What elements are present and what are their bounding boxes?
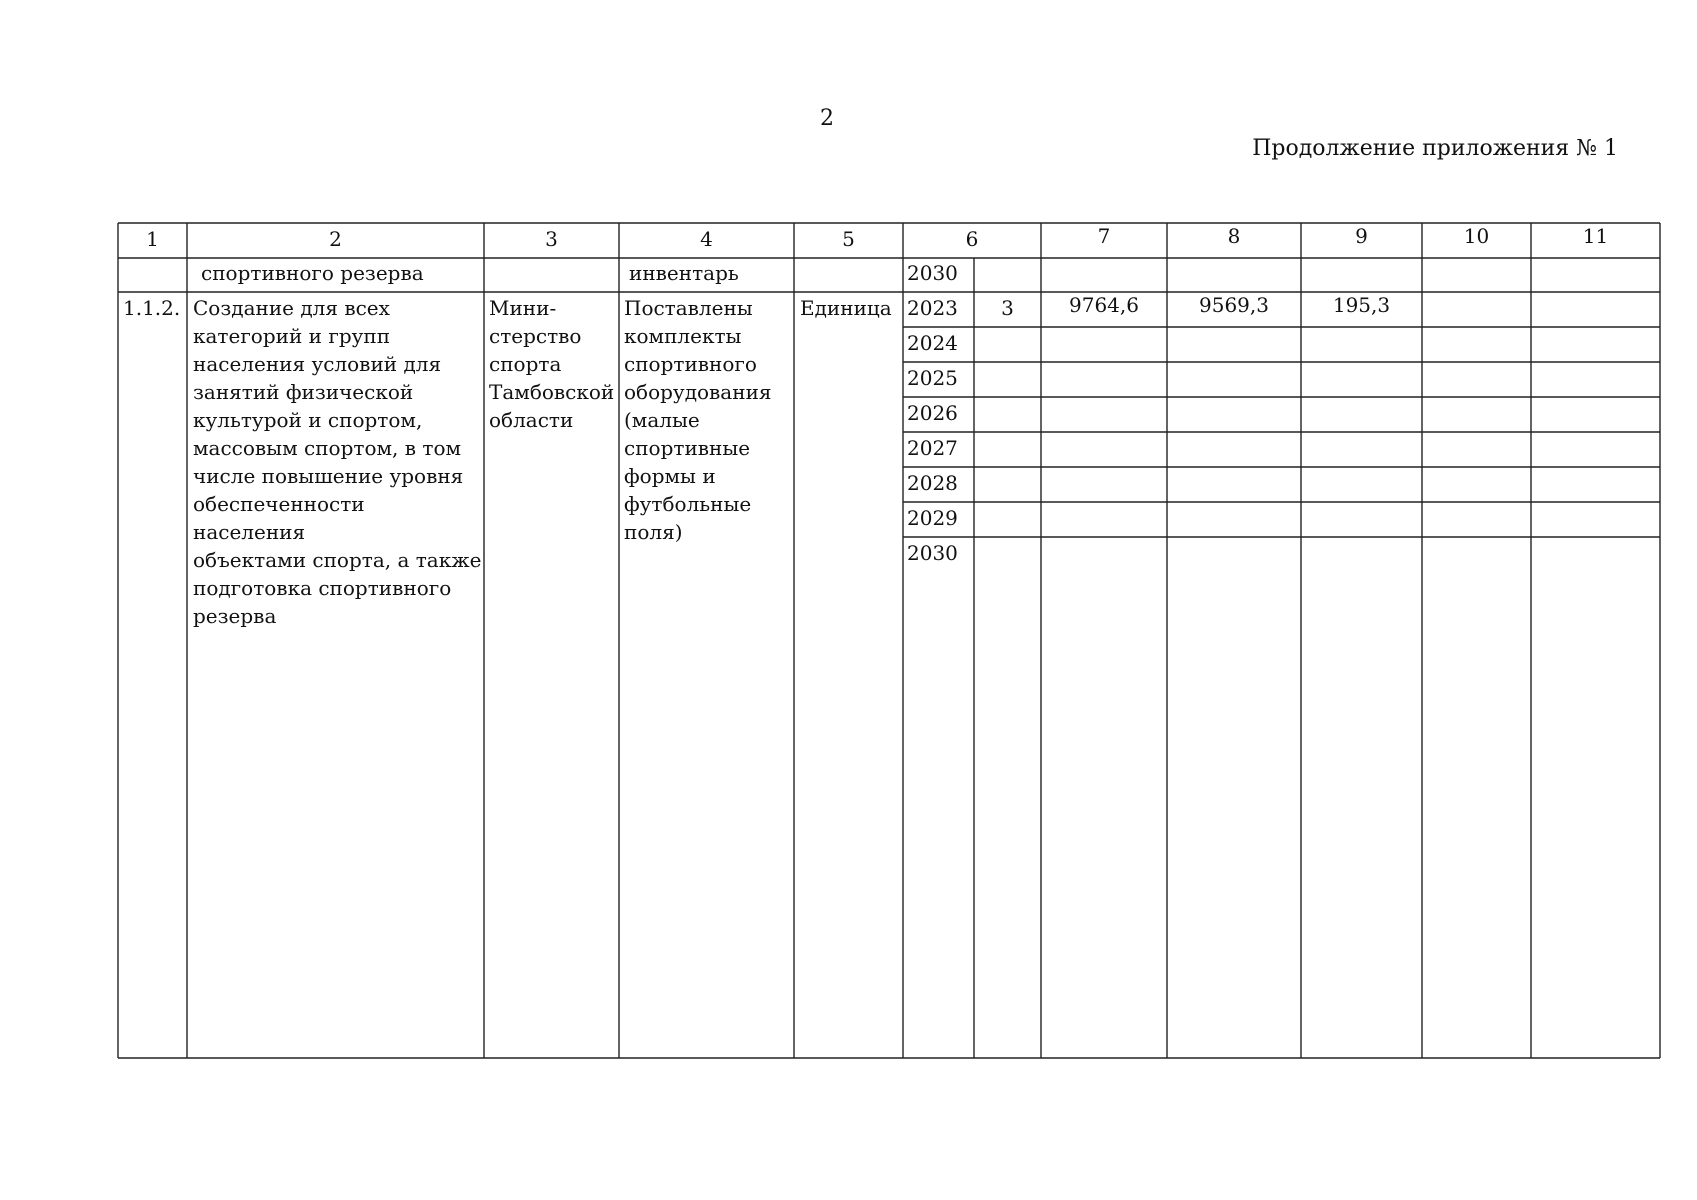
quantity-2023: 3 (1001, 296, 1014, 320)
col7-2023: 9764,6 (1069, 293, 1139, 317)
entry-executor: Мини- стерство спорта Тамбовской области (489, 296, 615, 432)
col9-2023: 195,3 (1332, 293, 1391, 317)
entry-unit: Единица (800, 296, 892, 320)
header-col-5: 5 (842, 227, 855, 251)
header-col-1: 1 (146, 227, 159, 251)
col8-2023: 9569,3 (1199, 293, 1269, 317)
header-col-7: 7 (1097, 224, 1111, 248)
year-2023: 2023 (907, 296, 958, 320)
entry-result: Поставлены комплекты спортивного оборудования (малые спортивные формы и футбольные поля) (624, 296, 772, 544)
year-2030: 2030 (907, 541, 958, 565)
entry-number: 1.1.2. (123, 296, 181, 320)
header-col-2: 2 (329, 227, 342, 251)
carry-col-2: спортивного резерва (201, 261, 424, 285)
header-col-9: 9 (1355, 224, 1368, 248)
year-2024: 2024 (907, 331, 958, 355)
year-2025: 2025 (907, 366, 958, 390)
header-col-8: 8 (1227, 224, 1241, 248)
header-col-3: 3 (545, 227, 558, 251)
year-2027: 2027 (907, 436, 958, 460)
page-number: 2 (820, 106, 834, 131)
year-2029: 2029 (907, 506, 958, 530)
header-col-10: 10 (1463, 224, 1490, 248)
carry-col-4: инвентарь (629, 261, 739, 285)
year-2028: 2028 (907, 471, 958, 495)
year-2026: 2026 (907, 401, 958, 425)
carry-year: 2030 (907, 261, 958, 285)
header-col-4: 4 (700, 227, 713, 251)
continuation-label: Продолжение приложения № 1 (1252, 136, 1618, 161)
entry-description: Создание для всех категорий и групп населения условий для занятий физической культурой и спортом, массовым спортом, в том числе повышение уровня обеспеченности населения объектами спорта, а также подготовка спортивного резерва (193, 296, 482, 628)
header-col-6: 6 (965, 227, 979, 251)
header-col-11: 11 (1582, 224, 1609, 248)
